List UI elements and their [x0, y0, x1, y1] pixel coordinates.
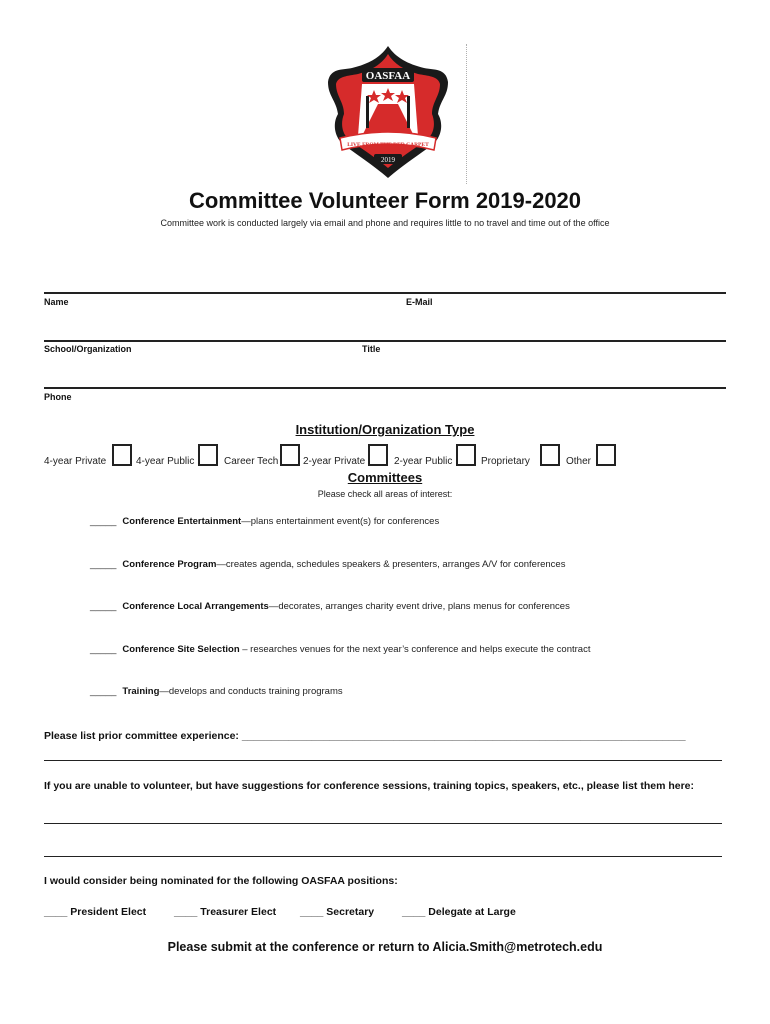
committees-heading: Committees — [347, 470, 423, 485]
option-4yr-public-checkbox[interactable] — [198, 444, 218, 466]
committee-checkline[interactable]: _____ — [90, 559, 117, 570]
committee-checkline[interactable]: _____ — [90, 601, 117, 612]
committee-item[interactable] — [90, 686, 343, 697]
option-proprietary-checkbox[interactable] — [540, 444, 560, 466]
committee-name: Training — [122, 686, 160, 697]
nomination-prompt: I would consider being nominated for the following OASFAA positions: — [44, 875, 398, 887]
email-label: E-Mail — [406, 297, 433, 307]
committee-name: Conference Site Selection — [122, 644, 240, 655]
logo-banner-text: LIVE FROM THE RED CARPET — [347, 142, 429, 148]
committee-checkline[interactable]: _____ — [90, 686, 117, 697]
option-2yr-private-label: 2-year Private — [303, 456, 366, 467]
committee-item[interactable] — [90, 559, 565, 570]
institution-type-heading: Institution/Organization Type — [295, 422, 475, 437]
institution-type-options — [0, 444, 770, 472]
prior-experience-prompt[interactable]: Please list prior committee experience: ____________________________________________________________________________ — [44, 730, 686, 742]
phone-label: Phone — [44, 392, 72, 402]
committee-desc: —develops and conducts training programs — [159, 686, 343, 697]
option-4yr-public-label: 4-year Public — [136, 456, 195, 467]
option-other-checkbox[interactable] — [596, 444, 616, 466]
suggestions-line-2[interactable] — [44, 856, 722, 857]
committee-item[interactable] — [90, 516, 439, 527]
committee-item[interactable] — [90, 601, 570, 612]
logo-org-name: OASFAA — [365, 70, 411, 82]
oasfaa-logo — [322, 44, 454, 180]
suggestions-prompt: If you are unable to volunteer, but have suggestions for conference sessions, training topics, speakers, etc., please list them here: — [44, 780, 695, 792]
option-career-tech-label: Career Tech — [224, 456, 279, 467]
committee-desc: —decorates, arranges charity event drive, plans menus for conferences — [268, 601, 570, 612]
form-subtitle: Committee work is conducted largely via email and phone and requires little to no travel and time out of the office — [160, 218, 610, 228]
position-delegate-at-large[interactable]: ____ Delegate at Large — [402, 906, 516, 918]
phone-field-line[interactable] — [44, 387, 726, 389]
logo-divider — [466, 44, 467, 184]
committee-checkline[interactable]: _____ — [90, 644, 117, 655]
suggestions-line-1[interactable] — [44, 823, 722, 824]
committee-name: Conference Local Arrangements — [122, 601, 269, 612]
option-2yr-public-checkbox[interactable] — [456, 444, 476, 466]
committee-name: Conference Entertainment — [122, 516, 242, 527]
option-4yr-private-checkbox[interactable] — [112, 444, 132, 466]
position-treasurer-elect[interactable]: ____ Treasurer Elect — [174, 906, 277, 918]
committees-instruction: Please check all areas of interest: — [317, 489, 453, 499]
option-2yr-public-label: 2-year Public — [394, 456, 453, 467]
name-label: Name — [44, 297, 69, 307]
committee-desc: —creates agenda, schedules speakers & presenters, arranges A/V for conferences — [216, 559, 566, 570]
committee-checkline[interactable]: _____ — [90, 516, 117, 527]
form-title: Committee Volunteer Form 2019-2020 — [188, 188, 582, 213]
option-career-tech-checkbox[interactable] — [280, 444, 300, 466]
position-president-elect[interactable]: ____ President Elect — [44, 906, 147, 918]
prior-experience-line[interactable] — [44, 760, 722, 761]
school-label: School/Organization — [44, 344, 132, 354]
committee-name: Conference Program — [122, 559, 217, 570]
option-other-label: Other — [566, 456, 592, 467]
title-label: Title — [362, 344, 381, 354]
school-field-line[interactable] — [44, 340, 726, 342]
option-2yr-private-checkbox[interactable] — [368, 444, 388, 466]
committee-item[interactable] — [90, 644, 590, 655]
position-secretary[interactable]: ____ Secretary — [300, 906, 375, 918]
option-proprietary-label: Proprietary — [481, 456, 530, 467]
committee-desc: —plans entertainment event(s) for conferences — [241, 516, 440, 527]
logo-year: 2019 — [381, 156, 395, 164]
committee-desc: – researches venues for the next year’s conference and helps execute the contract — [239, 644, 591, 655]
option-4yr-private-label: 4-year Private — [44, 456, 107, 467]
name-field-line[interactable] — [44, 292, 726, 294]
submit-instructions: Please submit at the conference or return to Alicia.Smith@metrotech.edu — [167, 940, 603, 954]
